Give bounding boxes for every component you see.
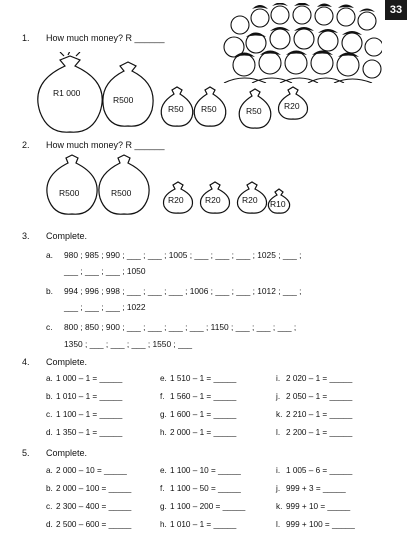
bag-label: R10 xyxy=(270,199,286,209)
bag-label: R1 000 xyxy=(53,88,81,98)
item-label: c. xyxy=(46,410,53,419)
exercise-text: 1 100 – 1 = _____ xyxy=(56,410,123,419)
item-label: d. xyxy=(46,520,53,529)
bag-label: R20 xyxy=(242,195,258,205)
exercise-item xyxy=(46,410,122,419)
question-text: Complete. xyxy=(46,357,88,367)
sequence-line: ___ ; ___ ; ___ ; 1050 xyxy=(64,266,146,276)
item-label: c. xyxy=(46,322,53,332)
exercise-text: 2 500 – 600 = _____ xyxy=(56,520,132,529)
exercise-item xyxy=(276,502,350,511)
exercise-item xyxy=(46,520,131,529)
item-label: a. xyxy=(46,250,53,260)
question-text: Complete. xyxy=(46,231,88,241)
sequence-line: ___ ; ___ ; ___ ; 1022 xyxy=(64,302,146,312)
item-label: j. xyxy=(276,392,281,401)
bag-label: R50 xyxy=(246,106,262,116)
exercise-text: 2 000 – 100 = _____ xyxy=(56,484,132,493)
item-label: g. xyxy=(160,410,167,419)
question-text: How much money? R ______ xyxy=(46,140,165,150)
exercise-item xyxy=(160,374,236,383)
exercise-item xyxy=(276,374,352,383)
exercise-text: 1 600 – 1 = _____ xyxy=(170,410,237,419)
question-number: 3. xyxy=(22,231,30,241)
exercise-text: 2 300 – 400 = _____ xyxy=(56,502,132,511)
question-text: Complete. xyxy=(46,448,88,458)
item-label: i. xyxy=(276,374,281,383)
exercise-item xyxy=(276,392,352,401)
question-number: 2. xyxy=(22,140,30,150)
item-label: f. xyxy=(160,392,165,401)
exercise-text: 2 210 – 1 = _____ xyxy=(286,410,353,419)
item-label: e. xyxy=(160,466,167,475)
exercise-item xyxy=(276,484,346,493)
exercise-text: 999 + 3 = _____ xyxy=(286,484,346,493)
bag-label: R20 xyxy=(168,195,184,205)
exercise-item xyxy=(46,392,122,401)
item-label: h. xyxy=(160,428,167,437)
exercise-text: 2 050 – 1 = _____ xyxy=(286,392,353,401)
item-label: l. xyxy=(276,428,281,437)
money-bags-q1 xyxy=(30,52,330,142)
item-label: a. xyxy=(46,466,53,475)
sequence-line: 1350 ; ___ ; ___ ; ___ ; 1550 ; ___ xyxy=(64,339,193,349)
exercise-text: 2 000 – 10 = _____ xyxy=(56,466,127,475)
question-number: 5. xyxy=(22,448,30,458)
exercise-text: 999 + 100 = _____ xyxy=(286,520,355,529)
exercise-text: 999 + 10 = _____ xyxy=(286,502,351,511)
exercise-item xyxy=(276,410,352,419)
bag-label: R50 xyxy=(168,104,184,114)
item-label: b. xyxy=(46,484,53,493)
item-label: i. xyxy=(276,466,281,475)
item-label: e. xyxy=(160,374,167,383)
item-label: b. xyxy=(46,392,53,401)
exercise-text: 1 010 – 1 = _____ xyxy=(56,392,123,401)
exercise-item xyxy=(46,428,122,437)
item-label: a. xyxy=(46,374,53,383)
item-label: d. xyxy=(46,428,53,437)
exercise-text: 1 350 – 1 = _____ xyxy=(56,428,123,437)
item-label: k. xyxy=(276,410,283,419)
exercise-text: 1 010 – 1 = _____ xyxy=(170,520,237,529)
item-label: h. xyxy=(160,520,167,529)
exercise-text: 1 100 – 50 = _____ xyxy=(170,484,241,493)
exercise-item xyxy=(46,466,127,475)
exercise-item xyxy=(46,484,131,493)
sequence-line: 800 ; 850 ; 900 ; ___ ; ___ ; ___ ; ___ ; 1150 ; ___ ; ___ ; ___ ; xyxy=(64,322,297,332)
money-bags-q2 xyxy=(30,152,300,222)
exercise-item xyxy=(160,428,236,437)
exercise-item xyxy=(160,466,241,475)
exercise-item xyxy=(46,374,122,383)
exercise-item xyxy=(276,428,352,437)
item-label: k. xyxy=(276,502,283,511)
exercise-text: 1 510 – 1 = _____ xyxy=(170,374,237,383)
bag-label: R500 xyxy=(111,188,132,198)
item-label: g. xyxy=(160,502,167,511)
page-number: 33 xyxy=(385,0,407,20)
exercise-item xyxy=(160,392,236,401)
question-number: 4. xyxy=(22,357,30,367)
exercise-item xyxy=(160,520,236,529)
exercise-text: 1 100 – 10 = _____ xyxy=(170,466,241,475)
exercise-item xyxy=(46,502,131,511)
sequence-line: 980 ; 985 ; 990 ; ___ ; ___ ; 1005 ; ___ ; ___ ; ___ ; 1025 ; ___ ; xyxy=(64,250,302,260)
exercise-text: 1 005 – 6 = _____ xyxy=(286,466,353,475)
bag-label: R500 xyxy=(113,95,134,105)
bag-label: R20 xyxy=(284,101,300,111)
question-text: How much money? R ______ xyxy=(46,33,165,43)
exercise-text: 2 200 – 1 = _____ xyxy=(286,428,353,437)
exercise-text: 1 000 – 1 = _____ xyxy=(56,374,123,383)
exercise-text: 1 100 – 200 = _____ xyxy=(170,502,246,511)
exercise-item xyxy=(276,520,355,529)
exercise-item xyxy=(160,410,236,419)
bag-label: R20 xyxy=(205,195,221,205)
bag-label: R50 xyxy=(201,104,217,114)
exercise-text: 1 560 – 1 = _____ xyxy=(170,392,237,401)
exercise-item xyxy=(160,484,241,493)
exercise-item xyxy=(160,502,245,511)
item-label: b. xyxy=(46,286,53,296)
question-number: 1. xyxy=(22,33,30,43)
item-label: c. xyxy=(46,502,53,511)
exercise-item xyxy=(276,466,352,475)
exercise-text: 2 000 – 1 = _____ xyxy=(170,428,237,437)
exercise-text: 2 020 – 1 = _____ xyxy=(286,374,353,383)
item-label: j. xyxy=(276,484,281,493)
item-label: f. xyxy=(160,484,165,493)
item-label: l. xyxy=(276,520,281,529)
sequence-line: 994 ; 996 ; 998 ; ___ ; ___ ; ___ ; 1006 ; ___ ; ___ ; 1012 ; ___ ; xyxy=(64,286,302,296)
bag-label: R500 xyxy=(59,188,80,198)
